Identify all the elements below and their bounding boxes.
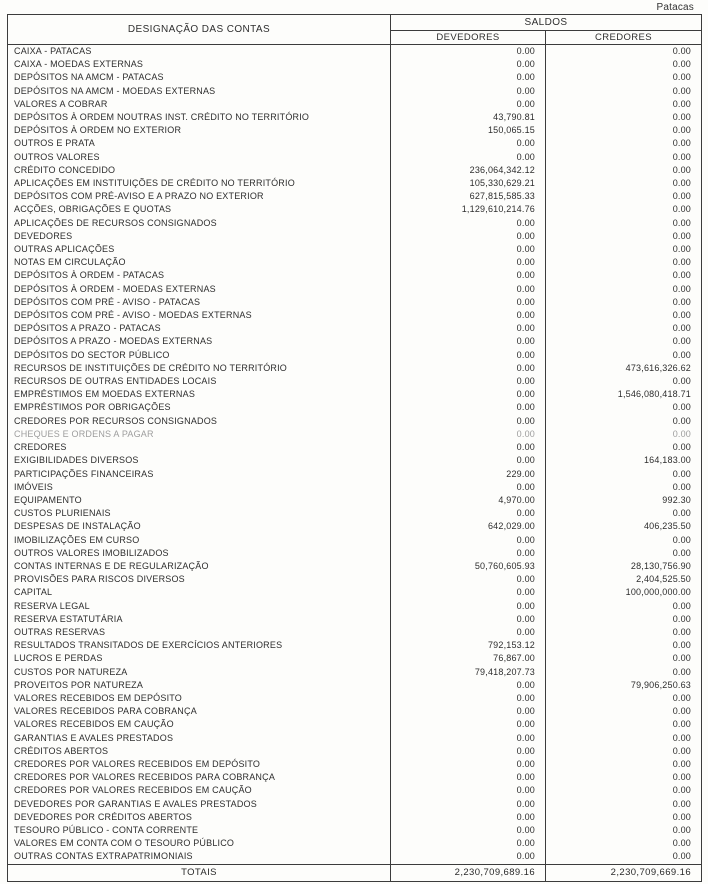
devedores-value: 150,065.15: [391, 124, 546, 137]
table-row: [8, 111, 702, 124]
account-name: OUTRAS CONTAS EXTRAPATRIMONIAIS: [8, 850, 391, 864]
credores-value: 0.00: [546, 98, 702, 111]
devedores-value: 0.00: [391, 415, 546, 428]
credores-value: 0.00: [546, 335, 702, 348]
table-row: [8, 203, 702, 216]
account-name: DEPÓSITOS À ORDEM - PATACAS: [8, 269, 391, 282]
table-row: [8, 309, 702, 322]
devedores-value: 0.00: [391, 613, 546, 626]
account-name: CREDORES POR VALORES RECEBIDOS EM DEPÓSITO: [8, 758, 391, 771]
devedores-value: 0.00: [391, 428, 546, 441]
credores-value: 0.00: [546, 784, 702, 797]
credores-value: 0.00: [546, 666, 702, 679]
totals-devedores-value: 2,230,709,689.16: [391, 864, 546, 881]
account-name: VALORES RECEBIDOS EM CAUÇÃO: [8, 718, 391, 731]
table-row: [8, 811, 702, 824]
devedores-value: 0.00: [391, 824, 546, 837]
account-name: CAIXA - PATACAS: [8, 45, 391, 59]
table-row: [8, 85, 702, 98]
table-row: [8, 798, 702, 811]
devedores-value: 0.00: [391, 243, 546, 256]
credores-value: 0.00: [546, 600, 702, 613]
table-row: [8, 217, 702, 230]
devedores-value: 0.00: [391, 362, 546, 375]
devedores-value: 0.00: [391, 679, 546, 692]
credores-value: 0.00: [546, 111, 702, 124]
account-name: CRÉDITOS ABERTOS: [8, 745, 391, 758]
account-name: DEPÓSITOS À ORDEM NO EXTERIOR: [8, 124, 391, 137]
account-name: DEPÓSITOS NA AMCM - MOEDAS EXTERNAS: [8, 85, 391, 98]
credores-value: 0.00: [546, 468, 702, 481]
credores-value: 0.00: [546, 850, 702, 864]
table-row: [8, 586, 702, 599]
credores-value: 0.00: [546, 45, 702, 59]
devedores-value: 76,867.00: [391, 652, 546, 665]
devedores-value: 0.00: [391, 837, 546, 850]
credores-value: 164,183.00: [546, 454, 702, 467]
credores-value: 28,130,756.90: [546, 560, 702, 573]
devedores-value: 0.00: [391, 481, 546, 494]
account-name: ACÇÕES, OBRIGAÇÕES E QUOTAS: [8, 203, 391, 216]
devedores-value: 0.00: [391, 349, 546, 362]
account-name: VALORES A COBRAR: [8, 98, 391, 111]
devedores-value: 4,970.00: [391, 494, 546, 507]
table-row: [8, 468, 702, 481]
credores-value: 473,616,326.62: [546, 362, 702, 375]
credores-value: 0.00: [546, 718, 702, 731]
credores-value: 0.00: [546, 309, 702, 322]
table-row: [8, 45, 702, 59]
table-row: [8, 441, 702, 454]
totals-row: [8, 864, 702, 881]
devedores-value: 0.00: [391, 811, 546, 824]
devedores-value: 0.00: [391, 626, 546, 639]
column-header-credores: CREDORES: [546, 31, 702, 45]
table-row: [8, 534, 702, 547]
account-name: CAIXA - MOEDAS EXTERNAS: [8, 58, 391, 71]
account-name: DEPÓSITOS NA AMCM - PATACAS: [8, 71, 391, 84]
account-name: EMPRÉSTIMOS POR OBRIGAÇÕES: [8, 401, 391, 414]
devedores-value: 0.00: [391, 71, 546, 84]
credores-value: 0.00: [546, 58, 702, 71]
table-row: [8, 652, 702, 665]
table-row: [8, 613, 702, 626]
devedores-value: 0.00: [391, 45, 546, 59]
devedores-value: 0.00: [391, 758, 546, 771]
devedores-value: 43,790.81: [391, 111, 546, 124]
credores-value: 0.00: [546, 771, 702, 784]
credores-value: 406,235.50: [546, 520, 702, 533]
devedores-value: 0.00: [391, 335, 546, 348]
column-header-designation: DESIGNAÇÃO DAS CONTAS: [8, 15, 391, 45]
credores-value: 0.00: [546, 507, 702, 520]
account-name: DEPÓSITOS COM PRÉ - AVISO - PATACAS: [8, 296, 391, 309]
credores-value: 1,546,080,418.71: [546, 388, 702, 401]
table-row: [8, 454, 702, 467]
credores-value: 0.00: [546, 692, 702, 705]
account-name: DEPÓSITOS DO SECTOR PÚBLICO: [8, 349, 391, 362]
devedores-value: 79,418,207.73: [391, 666, 546, 679]
credores-value: 0.00: [546, 256, 702, 269]
account-name: DEVEDORES POR GARANTIAS E AVALES PRESTADOS: [8, 798, 391, 811]
account-name: VALORES RECEBIDOS EM DEPÓSITO: [8, 692, 391, 705]
table-row: [8, 758, 702, 771]
credores-value: 0.00: [546, 441, 702, 454]
devedores-value: 627,815,585.33: [391, 190, 546, 203]
table-footer: [8, 864, 702, 881]
account-name: APLICAÇÕES DE RECURSOS CONSIGNADOS: [8, 217, 391, 230]
devedores-value: 0.00: [391, 745, 546, 758]
account-name: CRÉDITO CONCEDIDO: [8, 164, 391, 177]
devedores-value: 0.00: [391, 441, 546, 454]
credores-value: 0.00: [546, 349, 702, 362]
devedores-value: 0.00: [391, 573, 546, 586]
table-row: [8, 362, 702, 375]
devedores-value: 792,153.12: [391, 639, 546, 652]
table-row: [8, 718, 702, 731]
table-row: [8, 824, 702, 837]
devedores-value: 0.00: [391, 217, 546, 230]
credores-value: 0.00: [546, 798, 702, 811]
account-name: VALORES RECEBIDOS PARA COBRANÇA: [8, 705, 391, 718]
table-row: [8, 98, 702, 111]
account-name: EMPRÉSTIMOS EM MOEDAS EXTERNAS: [8, 388, 391, 401]
account-name: RECURSOS DE INSTITUIÇÕES DE CRÉDITO NO TERRITÓRIO: [8, 362, 391, 375]
credores-value: 0.00: [546, 547, 702, 560]
credores-value: 0.00: [546, 824, 702, 837]
account-name: CREDORES POR RECURSOS CONSIGNADOS: [8, 415, 391, 428]
account-name: GARANTIAS E AVALES PRESTADOS: [8, 732, 391, 745]
table-row: [8, 547, 702, 560]
devedores-value: 0.00: [391, 388, 546, 401]
devedores-value: 0.00: [391, 784, 546, 797]
credores-value: 0.00: [546, 203, 702, 216]
devedores-value: 0.00: [391, 85, 546, 98]
devedores-value: 229.00: [391, 468, 546, 481]
account-name: EQUIPAMENTO: [8, 494, 391, 507]
devedores-value: 0.00: [391, 507, 546, 520]
devedores-value: 0.00: [391, 850, 546, 864]
account-name: DEVEDORES POR CRÉDITOS ABERTOS: [8, 811, 391, 824]
table-row: [8, 349, 702, 362]
devedores-value: 50,760,605.93: [391, 560, 546, 573]
account-name: IMÓVEIS: [8, 481, 391, 494]
devedores-value: 0.00: [391, 230, 546, 243]
account-name: DEPÓSITOS COM PRÉ-AVISO E A PRAZO NO EXTERIOR: [8, 190, 391, 203]
table-row: [8, 481, 702, 494]
account-name: LUCROS E PERDAS: [8, 652, 391, 665]
table-row: [8, 375, 702, 388]
account-name: EXIGIBILIDADES DIVERSOS: [8, 454, 391, 467]
account-name: CAPITAL: [8, 586, 391, 599]
table-row: [8, 732, 702, 745]
credores-value: 0.00: [546, 164, 702, 177]
balance-table: [7, 14, 702, 882]
credores-value: 2,404,525.50: [546, 573, 702, 586]
devedores-value: 0.00: [391, 547, 546, 560]
table-row: [8, 164, 702, 177]
table-row: [8, 666, 702, 679]
credores-value: 0.00: [546, 732, 702, 745]
devedores-value: 0.00: [391, 375, 546, 388]
devedores-value: 0.00: [391, 705, 546, 718]
table-row: [8, 151, 702, 164]
account-name: OUTRAS RESERVAS: [8, 626, 391, 639]
account-name: DEPÓSITOS A PRAZO - PATACAS: [8, 322, 391, 335]
account-name: DEPÓSITOS A PRAZO - MOEDAS EXTERNAS: [8, 335, 391, 348]
table-row: [8, 190, 702, 203]
account-name: RESULTADOS TRANSITADOS DE EXERCÍCIOS ANTERIORES: [8, 639, 391, 652]
devedores-value: 0.00: [391, 534, 546, 547]
table-row: [8, 692, 702, 705]
devedores-value: 0.00: [391, 98, 546, 111]
table-row: [8, 256, 702, 269]
table-row: [8, 520, 702, 533]
devedores-value: 0.00: [391, 718, 546, 731]
account-name: DEPÓSITOS À ORDEM - MOEDAS EXTERNAS: [8, 283, 391, 296]
credores-value: 0.00: [546, 481, 702, 494]
credores-value: 0.00: [546, 71, 702, 84]
account-name: CUSTOS PLURIENAIS: [8, 507, 391, 520]
column-header-saldos: SALDOS: [391, 15, 702, 31]
table-row: [8, 124, 702, 137]
account-name: PARTICIPAÇÕES FINANCEIRAS: [8, 468, 391, 481]
table-row: [8, 745, 702, 758]
credores-value: 0.00: [546, 415, 702, 428]
devedores-value: 1,129,610,214.76: [391, 203, 546, 216]
account-name: DEPÓSITOS À ORDEM NOUTRAS INST. CRÉDITO NO TERRITÓRIO: [8, 111, 391, 124]
devedores-value: 0.00: [391, 401, 546, 414]
credores-value: 0.00: [546, 177, 702, 190]
account-name: TESOURO PÚBLICO - CONTA CORRENTE: [8, 824, 391, 837]
credores-value: 0.00: [546, 151, 702, 164]
account-name: CONTAS INTERNAS E DE REGULARIZAÇÃO: [8, 560, 391, 573]
table-row: [8, 269, 702, 282]
credores-value: 0.00: [546, 137, 702, 150]
credores-value: 0.00: [546, 283, 702, 296]
account-name: DESPESAS DE INSTALAÇÃO: [8, 520, 391, 533]
table-row: [8, 401, 702, 414]
devedores-value: 642,029.00: [391, 520, 546, 533]
devedores-value: 0.00: [391, 58, 546, 71]
devedores-value: 0.00: [391, 771, 546, 784]
column-header-devedores: DEVEDORES: [391, 31, 546, 45]
devedores-value: 0.00: [391, 732, 546, 745]
account-name: PROVEITOS POR NATUREZA: [8, 679, 391, 692]
account-name: CREDORES POR VALORES RECEBIDOS PARA COBRANÇA: [8, 771, 391, 784]
account-name: DEPÓSITOS COM PRÉ - AVISO - MOEDAS EXTERNAS: [8, 309, 391, 322]
currency-label: Patacas: [656, 2, 694, 13]
credores-value: 0.00: [546, 745, 702, 758]
table-row: [8, 177, 702, 190]
credores-value: 0.00: [546, 243, 702, 256]
devedores-value: 0.00: [391, 586, 546, 599]
credores-value: 0.00: [546, 124, 702, 137]
devedores-value: 0.00: [391, 692, 546, 705]
account-name: CUSTOS POR NATUREZA: [8, 666, 391, 679]
devedores-value: 0.00: [391, 137, 546, 150]
table-row: [8, 415, 702, 428]
credores-value: 0.00: [546, 217, 702, 230]
table-row: [8, 428, 702, 441]
credores-value: 0.00: [546, 626, 702, 639]
credores-value: 0.00: [546, 230, 702, 243]
devedores-value: 0.00: [391, 454, 546, 467]
credores-value: 0.00: [546, 190, 702, 203]
credores-value: 0.00: [546, 428, 702, 441]
account-name: RESERVA ESTATUTÁRIA: [8, 613, 391, 626]
table-row: [8, 494, 702, 507]
credores-value: 79,906,250.63: [546, 679, 702, 692]
credores-value: 0.00: [546, 811, 702, 824]
account-name: OUTROS VALORES IMOBILIZADOS: [8, 547, 391, 560]
devedores-value: 105,330,629.21: [391, 177, 546, 190]
account-name: RESERVA LEGAL: [8, 600, 391, 613]
account-name: VALORES EM CONTA COM O TESOURO PÚBLICO: [8, 837, 391, 850]
table-row: [8, 850, 702, 864]
account-name: CHEQUES E ORDENS A PAGAR: [8, 428, 391, 441]
devedores-value: 0.00: [391, 151, 546, 164]
credores-value: 0.00: [546, 705, 702, 718]
account-name: OUTROS VALORES: [8, 151, 391, 164]
credores-value: 0.00: [546, 401, 702, 414]
credores-value: 0.00: [546, 837, 702, 850]
account-name: DEVEDORES: [8, 230, 391, 243]
devedores-value: 0.00: [391, 798, 546, 811]
table-row: [8, 679, 702, 692]
table-header: [8, 15, 702, 45]
accounts-tbody: [8, 45, 702, 865]
table-row: [8, 388, 702, 401]
table-row: [8, 771, 702, 784]
table-row: [8, 837, 702, 850]
account-name: CREDORES: [8, 441, 391, 454]
account-name: RECURSOS DE OUTRAS ENTIDADES LOCAIS: [8, 375, 391, 388]
table-row: [8, 639, 702, 652]
table-row: [8, 71, 702, 84]
devedores-value: 0.00: [391, 296, 546, 309]
devedores-value: 0.00: [391, 309, 546, 322]
table-row: [8, 322, 702, 335]
table-row: [8, 335, 702, 348]
devedores-value: 0.00: [391, 600, 546, 613]
account-name: APLICAÇÕES EM INSTITUIÇÕES DE CRÉDITO NO TERRITÓRIO: [8, 177, 391, 190]
table-row: [8, 600, 702, 613]
devedores-value: 0.00: [391, 269, 546, 282]
credores-value: 0.00: [546, 322, 702, 335]
account-name: PROVISÕES PARA RISCOS DIVERSOS: [8, 573, 391, 586]
table-row: [8, 296, 702, 309]
table-row: [8, 137, 702, 150]
table-row: [8, 784, 702, 797]
credores-value: 0.00: [546, 639, 702, 652]
credores-value: 0.00: [546, 85, 702, 98]
account-name: OUTRAS APLICAÇÕES: [8, 243, 391, 256]
credores-value: 0.00: [546, 652, 702, 665]
table-row: [8, 560, 702, 573]
account-name: OUTROS E PRATA: [8, 137, 391, 150]
credores-value: 0.00: [546, 534, 702, 547]
table-row: [8, 283, 702, 296]
account-name: NOTAS EM CIRCULAÇÃO: [8, 256, 391, 269]
credores-value: 0.00: [546, 758, 702, 771]
table-row: [8, 243, 702, 256]
table-row: [8, 626, 702, 639]
table-row: [8, 507, 702, 520]
table-row: [8, 58, 702, 71]
table-row: [8, 230, 702, 243]
devedores-value: 236,064,342.12: [391, 164, 546, 177]
devedores-value: 0.00: [391, 322, 546, 335]
table-row: [8, 573, 702, 586]
credores-value: 0.00: [546, 375, 702, 388]
devedores-value: 0.00: [391, 256, 546, 269]
credores-value: 100,000,000.00: [546, 586, 702, 599]
credores-value: 0.00: [546, 269, 702, 282]
credores-value: 0.00: [546, 296, 702, 309]
credores-value: 992.30: [546, 494, 702, 507]
totals-label: TOTAIS: [8, 864, 391, 881]
table-row: [8, 705, 702, 718]
devedores-value: 0.00: [391, 283, 546, 296]
account-name: IMOBILIZAÇÕES EM CURSO: [8, 534, 391, 547]
account-name: CREDORES POR VALORES RECEBIDOS EM CAUÇÃO: [8, 784, 391, 797]
credores-value: 0.00: [546, 613, 702, 626]
totals-credores-value: 2,230,709,669.16: [546, 864, 702, 881]
